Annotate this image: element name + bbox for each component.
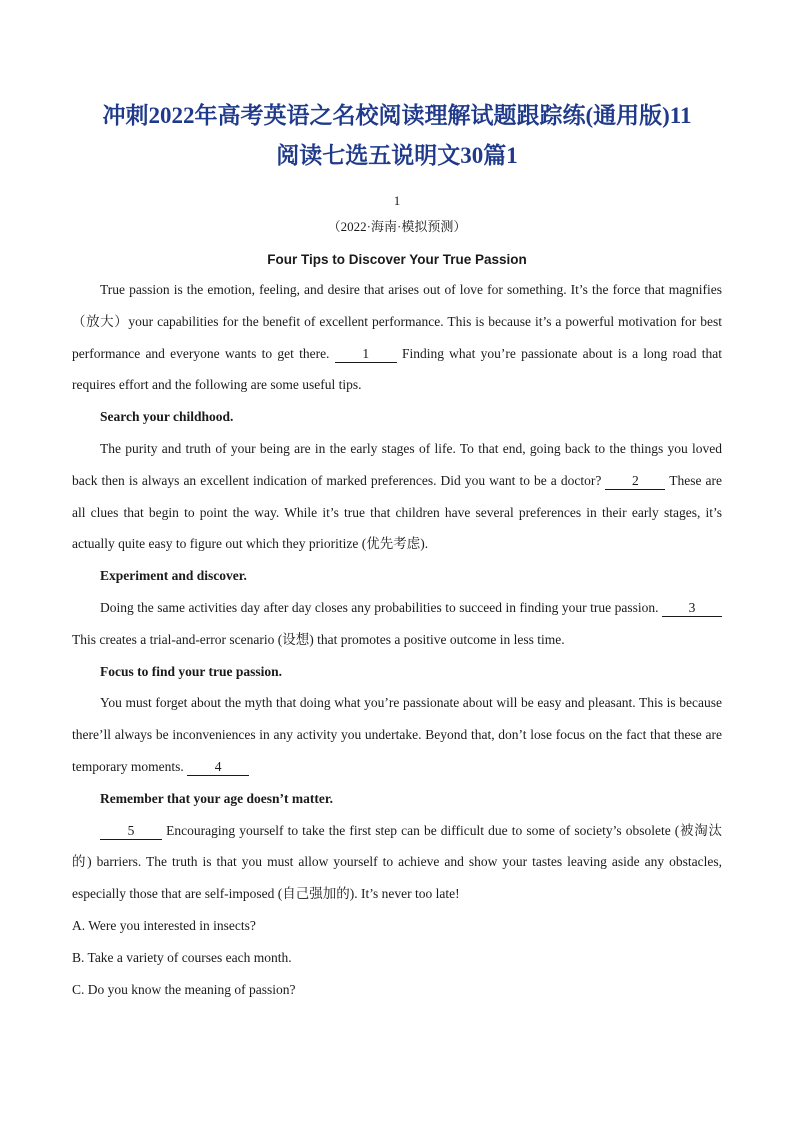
section-text-b: These are all clues that begin to point the way. While it’s true that children have several preferences in their early stages, it’s actually quite easy to figure out which they prioritize (优先考虑).	[72, 472, 723, 552]
option-a: A. Were you interested in insects?	[72, 917, 256, 933]
section-heading-age: Remember that your age doesn’t matter.	[100, 790, 333, 806]
section-text-a: The purity and truth of your being are in the early stages of life. To that end, going back to the things you loved back then is always an excellent indication of marked preferences. Did you want to be a doctor?	[72, 440, 722, 488]
section-heading-childhood: Search your childhood.	[100, 409, 234, 425]
question-source: （2022·海南·模拟预测）	[327, 219, 467, 234]
section-paragraph-age	[72, 815, 722, 910]
blank-5: 5	[100, 823, 162, 840]
section-text-a: Doing the same activities day after day closes any probabilities to succeed in finding your true passion.	[100, 599, 659, 615]
blank-2: 2	[605, 473, 665, 490]
intro-text-a: True passion is the emotion, feeling, and desire that arises out of love for something. It’s the force that magnifies（放大）your capabilities for the benefit of excellent performance. This is because it’s a powerful motivation for best performance and everyone wants to get there.	[72, 282, 722, 361]
blank-4: 4	[187, 759, 249, 776]
section-text-a: You must forget about the myth that doing what you’re passionate about will be easy and pleasant. This is because there’ll always be inconveniences in any activity you undertake. Beyond that, don’t lose focus on the fact that these are temporary moments.	[72, 695, 722, 774]
option-b: B. Take a variety of courses each month.	[72, 949, 292, 965]
intro-paragraph	[72, 274, 722, 401]
option-c: C. Do you know the meaning of passion?	[72, 981, 296, 997]
document-page	[72, 96, 722, 1005]
intro-text-b: Finding what you’re passionate about is a long road that requires effort and the following are some useful tips.	[72, 345, 723, 393]
question-number: 1	[393, 193, 401, 208]
section-paragraph-childhood	[72, 433, 722, 560]
section-paragraph-experiment	[72, 592, 722, 656]
section-text-b: This creates a trial-and-error scenario (设想) that promotes a positive outcome in less time.	[72, 631, 565, 647]
section-heading-focus: Focus to find your true passion.	[100, 663, 283, 679]
section-text-b: Encouraging yourself to take the first step can be difficult due to some of society’s obsolete (被淘汰的) barriers. The truth is that you must allow yourself to achieve and show your tastes leaving aside any obstacles, especially those that are self-imposed (自己强加的). It’s never too late!	[72, 822, 723, 902]
document-title-line2: 阅读七选五说明文30篇1	[276, 143, 518, 168]
section-heading-experiment: Experiment and discover.	[100, 568, 247, 584]
document-title-line1: 冲刺2022年高考英语之名校阅读理解试题跟踪练(通用版)11	[102, 103, 692, 128]
blank-3: 3	[662, 600, 722, 617]
passage-title: Four Tips to Discover Your True Passion	[267, 252, 527, 267]
section-paragraph-focus	[72, 687, 722, 782]
blank-1: 1	[335, 346, 397, 363]
